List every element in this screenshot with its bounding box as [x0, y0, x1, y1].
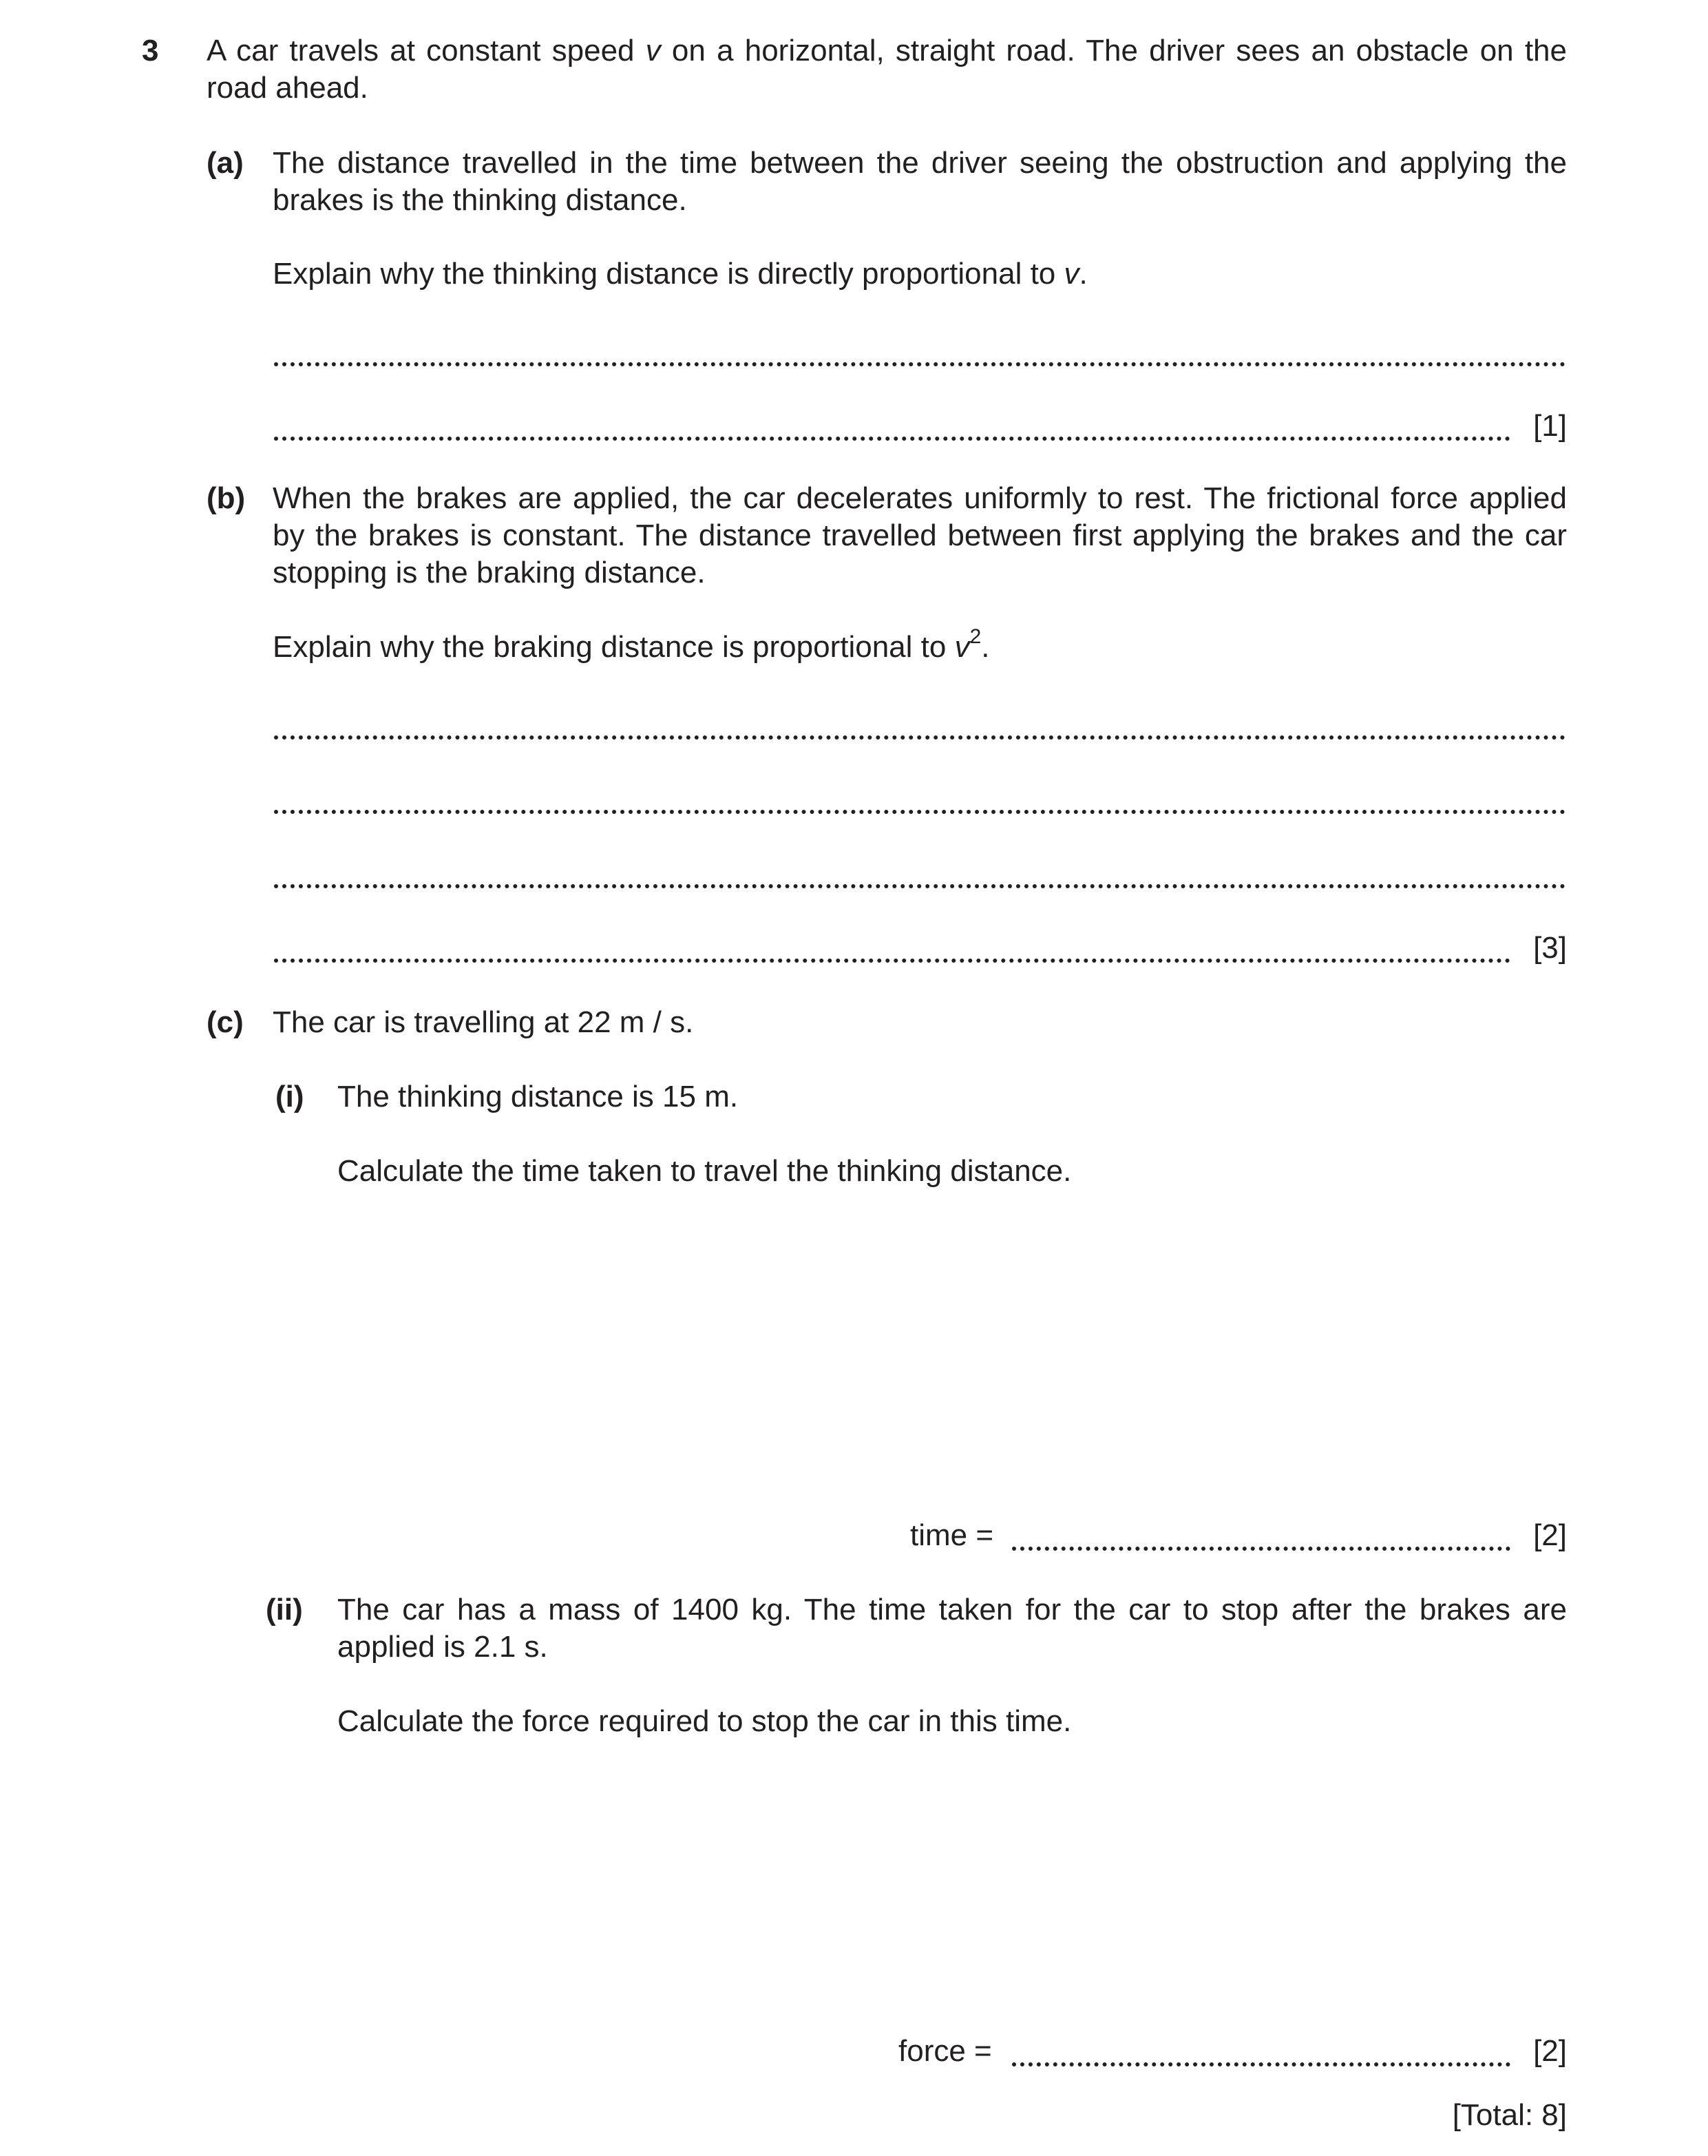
time-answer-line[interactable]	[1012, 1514, 1510, 1555]
part-c-i-text: The thinking distance is 15 m.	[337, 1080, 739, 1113]
part-c-text: The car is travelling at 22 m / s.	[273, 1005, 694, 1039]
part-b-instruction-after: .	[981, 630, 990, 664]
stem-text-before: A car travels at constant speed	[207, 34, 646, 67]
part-c-i-instruction: Calculate the time taken to travel the thinking distance.	[337, 1154, 1072, 1188]
part-a-text: The distance travelled in the time between the driver seeing the obstruction and applying the brakes is the thinking distance.	[273, 146, 1567, 217]
part-a-instruction-before: Explain why the thinking distance is directly proportional to	[273, 257, 1064, 291]
part-b-instruction	[273, 625, 1567, 666]
part-c-ii-text: The car has a mass of 1400 kg. The time taken for the car to stop after the brakes are applied is 2.1 s.	[337, 1593, 1567, 1664]
part-b-answer-line-1[interactable]	[274, 702, 1565, 744]
question-stem	[207, 32, 1567, 107]
part-b-answer-line-3[interactable]	[274, 851, 1565, 892]
part-a-answer-line-1[interactable]	[274, 329, 1565, 370]
time-answer-label: time =	[910, 1518, 994, 1552]
part-a-instruction	[273, 255, 1567, 293]
part-b-instruction-variable: v	[954, 630, 970, 664]
question-number: 3	[142, 34, 159, 67]
part-b-instruction-before: Explain why the braking distance is proportional to	[273, 630, 955, 664]
part-b-label: (b)	[207, 481, 246, 515]
part-b-instruction-superscript: 2	[969, 625, 982, 649]
part-b-answer-line-2[interactable]	[274, 777, 1565, 818]
stem-text-after: on a horizontal, straight road. The driver sees an obstacle on the road ahead.	[207, 34, 1567, 105]
part-c-i-marks: [2]	[1533, 1518, 1567, 1552]
part-c-ii-instruction: Calculate the force required to stop the car in this time.	[337, 1704, 1072, 1738]
part-c-i-label: (i)	[275, 1080, 304, 1113]
part-a-label: (a)	[207, 146, 244, 180]
part-c-label: (c)	[207, 1005, 244, 1039]
total-marks: [Total: 8]	[1452, 2098, 1567, 2132]
part-b-text: When the brakes are applied, the car decelerates uniformly to rest. The frictional force applied by the brakes is constant. The distance travelled between first applying the brakes and the car stopping is the braking distance.	[273, 481, 1567, 589]
part-b-marks: [3]	[1533, 931, 1567, 965]
force-answer-label: force =	[898, 2034, 992, 2068]
part-a-marks: [1]	[1533, 409, 1567, 443]
part-c-ii-label: (ii)	[266, 1593, 303, 1626]
part-c-ii-marks: [2]	[1533, 2034, 1567, 2068]
stem-variable: v	[645, 34, 661, 67]
force-answer-line[interactable]	[1012, 2029, 1510, 2071]
part-a-answer-line-2[interactable]	[274, 404, 1510, 445]
part-a-instruction-variable: v	[1064, 257, 1079, 291]
part-a-instruction-after: .	[1079, 257, 1088, 291]
part-b-answer-line-4[interactable]	[274, 925, 1510, 967]
